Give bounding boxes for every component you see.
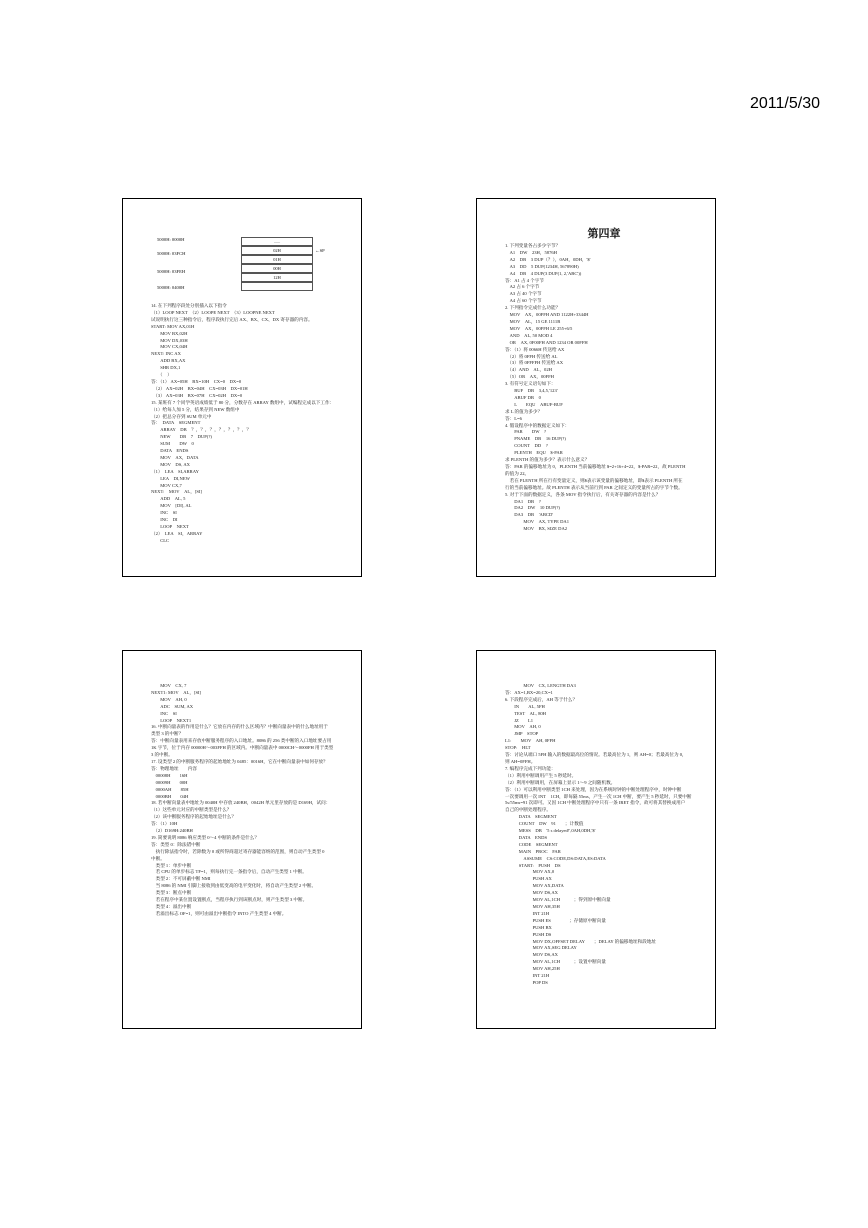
text-line: 若在 PLENTH 所在行有变量定义，则$表示该变量的偏移地址，即$表示 PLENTH 所在 (505, 477, 683, 483)
text-line: （2） LEA SI，ARRAY (151, 530, 203, 536)
text-line: CODE SEGMENT (505, 841, 558, 847)
text-line: COUNT DW 91 ；计数值 (505, 821, 584, 827)
text-line: DATA ENDS (505, 834, 547, 840)
text-line: 答： DATA SEGMENT (151, 420, 201, 426)
text-line: MOV AH, 0 (151, 696, 187, 702)
text-line: INC SI (151, 710, 177, 716)
text-line: INC SI (151, 510, 177, 516)
text-line: A3 DD 5 DUP(1234H, 567890H) (505, 263, 579, 269)
text-line: START: MOV AX,01H (151, 323, 195, 329)
text-line: START: PUSH DS (505, 862, 561, 868)
text-line: PLENTH EQU $-PAR (505, 450, 563, 456)
text-line: 3. 有符号定义语句如下： (505, 381, 556, 387)
text-line: MOV BX, SIZE DA2 (505, 526, 568, 532)
text-line: 答：L=6 (505, 415, 522, 421)
text-line: A4 DB 4 DUP(3 DUP(1, 2,'ABC')) (505, 270, 582, 276)
text-line: A1 DW 23H，5876H (505, 249, 557, 255)
text-line: 一次要调用一次 INT 1CH，即每隔 55ms，产生一次 1CH 中断，要产生 5 秒延时，只要中断 (505, 793, 692, 799)
text-line: JMP STOP (505, 731, 539, 737)
text-line: INT 21H (505, 973, 550, 979)
text-line: 答：（1）可以利用中断类型 1CH 来处理，因为在系统时钟的中断处理程序中，时钟中断 (505, 786, 682, 792)
text-line: AND AL, 50 MOD 4 (505, 332, 553, 338)
slide-heading: 第四章 (587, 228, 621, 240)
text-line: MOV DS, AX (151, 461, 190, 467)
memory-table (151, 237, 349, 301)
text-line: 14. 在下列程序段处分别插入以下指令 (151, 303, 227, 308)
memory-address-label: 5000H: 0000H (157, 237, 185, 242)
text-line: （2）利用中断调用，在屏幕上显示 1～9 之间随机数。 (505, 779, 616, 785)
text-line: MOV DS,AX (505, 952, 559, 958)
text-line: 1K 字节，位于内存 00000H～003FFH 的区域内。中断向量表中 0000CH～0000FH 用于类型 (151, 745, 334, 751)
slide-text (505, 683, 703, 987)
text-line: 类型 1：单步中断 (151, 862, 192, 868)
slide-thumbnail-4[interactable] (476, 650, 716, 1029)
text-line: 00009H 00H (151, 779, 188, 785)
text-line: MOV BX,02H (151, 330, 188, 336)
text-line: 类型 4：溢出中断 (151, 904, 192, 909)
text-line: IN AL, 5FH (505, 703, 545, 709)
memory-address-label: 5000H: 03FEH (157, 269, 186, 274)
text-line: MOV DX,OFFSET DELAY ；DELAY 的偏移地址和段地址 (505, 938, 657, 944)
memory-cell: 12H (241, 273, 313, 282)
text-line: （ ） (151, 372, 172, 378)
text-line: PUSH DS (505, 931, 552, 937)
text-line: MOV CX, 7 (151, 683, 187, 688)
slide-thumbnail-3[interactable] (122, 650, 362, 1029)
text-line: 答：讨论从端口 5FH 输入的数据最高位的情况。若最高位为 1，则 AH=0；若最高位为 0， (505, 752, 687, 758)
text-line: LEA DI,NEW (151, 475, 190, 481)
text-line: （4）AND AL，02H (505, 367, 552, 373)
text-line: （2）D169H:240BH (151, 828, 193, 834)
text-line: DA3 DB 'ABCD' (505, 512, 554, 518)
text-line: 3 的中断。 (151, 752, 173, 758)
text-line: （2） AX=02H BX=04H CX=03H DX=01H (151, 385, 248, 391)
text-line: MOV CX, LENGTH DA3 (505, 683, 576, 688)
text-line: （2）该中断服务程序的起始地址是什么？ (151, 814, 236, 820)
text-line: MOV DX,03H (151, 337, 188, 343)
text-line: 0000AH 85H (151, 786, 189, 792)
slide-thumbnail-1[interactable] (122, 198, 362, 577)
slide-content (505, 683, 703, 987)
text-line: 求 L 的值为多少？ (505, 408, 543, 414)
text-line: INT 21H (505, 910, 550, 916)
text-line: L EQU ABUF-BUF (505, 401, 563, 407)
text-line: 执行除法指令时，若除数为 0 或所得商超过寄存器能容纳的范围，则自动产生类型 0 (151, 848, 325, 854)
text-line: 4. 假设程序中的数据定义如下： (505, 422, 570, 428)
text-line: PNAME DB 16 DUP(?) (505, 436, 566, 442)
text-line: ADD AL, 5 (151, 496, 186, 502)
header-date: 2011/5/30 (750, 95, 820, 112)
text-line: （2）将 0FFH 传送给 AL (505, 353, 558, 359)
text-line: 中断。 (151, 855, 165, 861)
text-line: SHR DX,1 (151, 365, 181, 371)
slide-text (151, 683, 349, 918)
text-line: DATA SEGMENT (505, 814, 557, 820)
text-line: NEXT: INC AX (151, 351, 181, 357)
text-line: PAR DW ? (505, 429, 547, 435)
text-line: COUNT DD ? (505, 443, 548, 449)
text-line: 5s/55ms=91 次即可。又因 1CH 中断处理程序中只有一条 IRET 指令，故可将其替换成用户 (505, 800, 686, 806)
text-line: 若 CPU 的单步标志 TF=1，则每执行完一条指令后，自动产生类型 1 中断。 (151, 869, 307, 875)
text-line: NEW DB 7 DUP(?) (151, 434, 212, 440)
slide-text (505, 243, 703, 533)
text-line: INC DI (151, 517, 178, 523)
text-line: （3）将 0FFFFH 传送给 AX (505, 360, 564, 366)
text-line: ABUF DB 0 (505, 394, 541, 400)
slide-text (151, 303, 349, 545)
text-line: A3 占 40 个字节 (505, 291, 542, 297)
text-line: （1）利用中断调用产生 5 秒延时。 (505, 772, 577, 778)
text-line: POP DS (505, 979, 548, 985)
text-line: （5）OR AX，00FFH (505, 374, 555, 380)
text-line: 16. 中断向量表的作用是什么？它放在内存的什么区域内？中断向量表中的什么地址用于 (151, 724, 328, 730)
text-line: 类型 3 的中断？ (151, 731, 184, 737)
memory-address-label: 5000H: 03FCH (157, 251, 186, 256)
memory-cell (241, 282, 313, 291)
text-line: （1）LOOP NEXT （2）LOOPE NEXT （3）LOOPNE NEXT (151, 309, 275, 315)
text-line: MOV AL，15 GE 1111B (505, 318, 561, 324)
memory-address-label: 5000H: 0400H (157, 285, 185, 290)
text-line: ASSUME CS:CODE,DS:DATA,ES:DATA (505, 855, 606, 861)
text-line: 的值为 22。 (505, 470, 530, 476)
text-line: 若在程序中某位置设置断点，当程序执行到该断点时，则产生类型 3 中断。 (151, 897, 308, 903)
text-line: MOV AX,DATA (505, 883, 564, 889)
text-line: 答：（1） AX=05H BX=10H CX=0 DX=0 (151, 378, 242, 384)
text-line: MESS DB '5 s delayed!',0AH,0DH,'$' (505, 828, 596, 834)
text-line: 当 8086 的 NMI 引脚上接收到由低变高的电平变化时，将自动产生类型 2 中断。 (151, 883, 317, 889)
text-line: MOV CX,7 (151, 482, 182, 488)
text-line: MOV [DI], AL (151, 503, 192, 509)
text-line: 7. 编程序完成下列功能： (505, 765, 556, 771)
text-line: 答：AX=1,BX=20,CX=1 (505, 689, 553, 695)
text-line: 则 AH=0FFH。 (505, 758, 536, 764)
text-line: 求 PLENTH 的值为多少？表示什么意义？ (505, 457, 590, 463)
text-line: 类型 2：不可屏蔽中断 NMI (151, 876, 211, 882)
slide-content (151, 683, 349, 918)
text-line: 答：PAR 的偏移地址为 0，PLENTH 当前偏移地址 $=2+16+4=22，$-PAR=22，故 PLENTH (505, 464, 686, 469)
text-line: 自己的中断处理程序。 (505, 807, 551, 813)
text-line: 2. 下列指令完成什么功能？ (505, 305, 561, 311)
text-line: TEST AL, 80H (505, 710, 547, 716)
text-line: MOV AH, 0 (505, 724, 541, 730)
slide-content (505, 227, 703, 533)
text-line: MAIN PROC FAR (505, 848, 561, 854)
text-line: MOV AH,25H (505, 966, 560, 972)
text-line: 行的当前偏移地址。故 PLENTH 表示从当前行到 PAR 之间定义的变量所占的字节个数。 (505, 484, 683, 490)
text-line: MOV AX, TYPE DA1 (505, 519, 570, 525)
text-line: STOP: HLT (505, 745, 531, 751)
text-line: SUM DW 0 (151, 441, 194, 447)
text-line: LOOP NEXT1 (151, 717, 192, 723)
text-line: MOV AH,35H (505, 904, 560, 909)
text-line: PUSH BX (505, 924, 552, 930)
memory-cell: 01H (241, 255, 313, 264)
text-line: 17. 设类型 2 的中断服务程序的起始地址为 0485：0016H，它在中断向量表中如何存放？ (151, 758, 328, 764)
text-line: MOV CX,04H (151, 344, 188, 350)
text-line: MOV AL,1CH ；得到原中断向量 (505, 897, 611, 903)
slide-thumbnail-2[interactable] (476, 198, 716, 577)
text-line: 答：（1）10H (151, 821, 178, 827)
text-line: BUF DB 3,4,5,'123' (505, 388, 558, 394)
text-line: 答：类型 0：除法错中断 (151, 841, 201, 847)
text-line: （3） AX=03H BX=07H CX=02H DX=0 (151, 392, 243, 398)
text-line: 试说明执行这三种指令后，程序段执行完后 AX、BX、CX、DX 寄存器的内容。 (151, 316, 313, 322)
text-line: A4 占 60 个字节 (505, 298, 542, 304)
text-line: A2 DB 3 DUP（？），0AH，0DH，'$' (505, 256, 591, 262)
text-line: DA1 DB ? (505, 498, 541, 504)
text-line: 0000BH 04H (151, 793, 189, 799)
slide-content (151, 237, 349, 545)
text-line: 答：（1）将 0066H 传送给 AX (505, 346, 565, 352)
text-line: PUSH ES ；存储原中断向量 (505, 917, 606, 923)
text-line: 类型 3：断点中断 (151, 890, 192, 896)
text-line: ADC SUM, AX (151, 703, 194, 709)
text-line: 00008H 16H (151, 772, 188, 778)
text-line: DA2 DW 10 DUP(?) (505, 505, 560, 511)
text-line: 19. 简要说明 8086 响应类型 0～4 中断的条件是什么？ (151, 834, 259, 840)
text-line: 若溢出标志 OF=1，则可由溢出中断指令 INTO 产生类型 4 中断。 (151, 910, 287, 916)
text-line: OR AX, 0F00FH AND 1234 OR 00FFH (505, 339, 588, 345)
text-line: MOV AX，DATA (151, 454, 199, 460)
text-line: 1. 下列变量各占多少字节？ (505, 243, 561, 248)
memory-cell: ...... (241, 237, 313, 246)
text-line: JZ L1 (505, 717, 534, 723)
text-line: PUSH AX (505, 876, 552, 882)
text-line: ARRAY DB ？，？，？，？，？，？，？ (151, 427, 251, 433)
text-line: 答：中断向量表用来存放中断服务程序的入口地址。8086 的 256 类中断的入口地址要占用 (151, 738, 332, 744)
text-line: NEXT: MOV AL，[SI] (151, 489, 202, 495)
text-line: L1: MOV AH, 0FFH (505, 738, 556, 744)
text-line: （1）给每人加 5 分，结果存到 NEW 数组中 (151, 406, 240, 412)
text-line: NEXT1: MOV AL，[SI] (151, 689, 202, 695)
text-line: MOV DS,AX (505, 890, 559, 896)
text-line: DATA ENDS (151, 448, 189, 454)
memory-cell: 00H (241, 264, 313, 273)
text-line: （1）这些单元对应的中断类型是什么？ (151, 807, 232, 813)
text-line: 6. 下段程序完成后，AH 等于什么？ (505, 696, 578, 702)
text-line: 答：物理地址 内容 (151, 765, 197, 771)
text-line: CLC (151, 537, 170, 543)
text-line: ADD BX,AX (151, 358, 186, 364)
text-line: MOV AX，00FFH AND 1122H+3344H (505, 312, 589, 318)
text-line: （2）把总分存到 SUM 单元中 (151, 413, 212, 419)
text-line: MOV AX,0 (505, 869, 555, 875)
text-line: 答：A1 占 4 个字节 (505, 277, 544, 283)
text-line: 18. 若中断向量表中地址为 0040H 中存放 240BH，0042H 单元里存放的是 D169H，试问： (151, 800, 331, 806)
text-line: 5. 对于下面的数据定义，各条 MOV 指令执行后，有关寄存器的内容是什么？ (505, 491, 661, 497)
memory-cell: 02H (241, 246, 313, 255)
text-line: 15. 某班有 7 个同学英语成绩低于 80 分，分数存在 ARRAY 数组中，试编程完成以下工作： (151, 399, 335, 405)
text-line: （1） LEA SI,ARRAY (151, 468, 199, 474)
text-line: A2 占 6 个字节 (505, 284, 540, 290)
text-line: LOOP NEXT (151, 524, 189, 529)
text-line: MOV AX,SEG DELAY (505, 945, 577, 951)
text-line: MOV AL,1CH ；设置中断向量 (505, 959, 606, 965)
stack-pointer-arrow: ←SP (315, 248, 325, 253)
text-line: MOV AX，00FFH LE 255+6/5 (505, 325, 573, 331)
